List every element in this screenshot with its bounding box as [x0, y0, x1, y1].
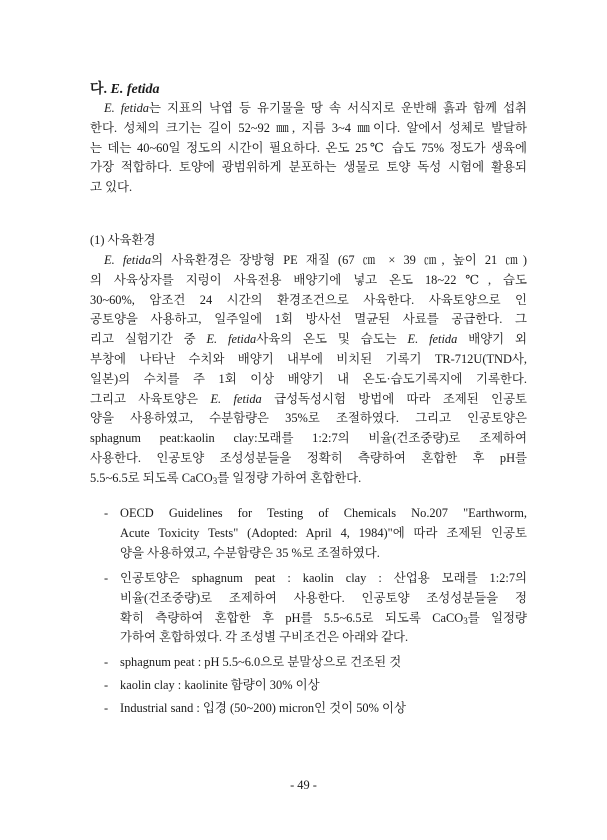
bullet-item-artificial-soil: [104, 569, 527, 648]
line-text: 급성독성시험 방법에 따라 조제된 인공토: [261, 391, 528, 406]
line-text: 는 지표의 낙엽 등 유기물을 땅 속 서식지로 운반해 흙과 함께 섭취: [148, 101, 528, 115]
paragraph-line: 한다. 성체의 크기는 길이 52~92 ㎜, 지름 3~4 ㎜이다. 알에서 성체로 발달하: [90, 120, 527, 135]
paragraph-line: [90, 99, 527, 119]
paragraph-line: [90, 330, 527, 350]
rearing-environment-paragraph: [90, 251, 527, 489]
species-italic: E. fetida: [206, 332, 257, 347]
line-text: 의 사육환경은 장방형 PE 재질 (67 ㎝ × 39 ㎝, 높이 21 ㎝): [151, 253, 528, 267]
paragraph-line: 공토양을 사용하고, 일주일에 1회 방사선 멸균된 사료를 공급한다. 그: [90, 312, 527, 327]
section-prefix: 다.: [90, 82, 111, 97]
bullet-dash: -: [104, 655, 109, 669]
paragraph-line: [90, 469, 527, 489]
paragraph-line: 고 있다.: [90, 180, 133, 195]
bullet-item-sand: [104, 699, 527, 719]
species-italic: E. fetida: [210, 391, 262, 406]
bullet-line: 가하여 혼합하였다. 각 조성별 구비조건은 아래와 같다.: [120, 630, 409, 645]
line-text: 5.5~6.5로 되도록 CaCO: [90, 470, 213, 485]
bullet-dash: -: [104, 701, 109, 715]
paragraph-line: 일본)의 수치를 주 1회 이상 배양기 내 온도·습도기록지에 기록한다.: [90, 371, 527, 386]
paragraph-line: 30~60%, 암조건 24 시간의 환경조건으로 사육한다. 사육토양으로 인: [90, 292, 527, 307]
line-text: 확히 측량하여 혼합한 후 pH를 5.5~6.5로 되도록 CaCO: [120, 610, 464, 625]
bullet-line: kaolin clay : kaolinite 함량이 30% 이상: [120, 678, 320, 692]
bullet-line: Acute Toxicity Tests" (Adopted: April 4, 1984)"에 따라 조제된 인공토: [120, 525, 527, 540]
bullet-item-oecd: [104, 504, 527, 563]
species-name: E. fetida: [110, 82, 160, 97]
line-text: 배양기 외: [457, 332, 527, 347]
bullet-line: Industrial sand : 입경 (50~200) micron인 것이 50% 이상: [120, 701, 406, 715]
paragraph-line: 양을 사용하였고, 수분함량은 35%로 조절하였다. 그리고 인공토양은: [90, 411, 527, 426]
intro-paragraph: [90, 99, 527, 198]
bullet-line: OECD Guidelines for Testing of Chemicals No.207 "Earthworm,: [120, 506, 527, 520]
subscript: 3: [463, 615, 468, 626]
paragraph-line: 부창에 나타난 수치와 배양기 내부에 비치된 기록기 TR-712U(TND사,: [90, 351, 527, 366]
paragraph-line: [90, 390, 527, 410]
species-italic: E. fetida: [104, 101, 149, 115]
line-text: 를 일정량 가하여 혼합한다.: [217, 470, 362, 485]
subsection-heading: (1) 사육환경: [90, 233, 156, 247]
bullet-line: sphagnum peat : pH 5.5~6.0으로 분말상으로 건조된 것: [120, 655, 402, 669]
bullet-dash: -: [104, 506, 109, 520]
bullet-dash: -: [104, 571, 109, 585]
species-italic: E. fetida: [407, 332, 458, 347]
subscript: 3: [212, 475, 218, 486]
paragraph-line: 사용한다. 인공토양 조성성분들을 정확히 측량하여 혼합한 후 pH를: [90, 450, 527, 465]
line-text: 사육의 온도 및 습도는: [256, 332, 408, 347]
bullet-line: 비율(건조중량)로 조제하여 사용한다. 인공토양 조성성분들을 정: [120, 590, 527, 605]
bullet-line: 인공토양은 sphagnum peat : kaolin clay : 산업용 모래를 1:2:7의: [120, 571, 527, 585]
bullet-dash: -: [104, 678, 109, 692]
paragraph-line: 는 데는 40~60일 정도의 시간이 필요하다. 온도 25℃ 습도 75% 정도가 생육에: [90, 140, 527, 155]
line-text: 를 일정량: [467, 610, 527, 625]
bullet-line: 양을 사용하였고, 수분함량은 35 %로 조절하였다.: [120, 545, 380, 560]
bullet-line: [120, 609, 527, 629]
line-text: 그리고 사육토양은: [90, 391, 211, 406]
line-text: 리고 실험기간 중: [90, 332, 207, 347]
bullet-item-sphagnum: [104, 653, 527, 673]
bullet-item-kaolin: [104, 676, 527, 696]
species-italic: E. fetida: [104, 253, 152, 267]
paragraph-line: 의 사육상자를 지렁이 사육전용 배양기에 넣고 온도 18~22℃, 습도: [90, 272, 527, 287]
section-heading: [90, 78, 160, 98]
paragraph-line: 가장 적합하다. 토양에 광범위하게 분포하는 생물로 토양 독성 시험에 활용되: [90, 160, 527, 175]
paragraph-line: [90, 251, 527, 271]
page-number: - 49 -: [290, 778, 317, 792]
paragraph-line: sphagnum peat:kaolin clay:모래를 1:2:7의 비율(건조중량)로 조제하여: [90, 431, 527, 446]
